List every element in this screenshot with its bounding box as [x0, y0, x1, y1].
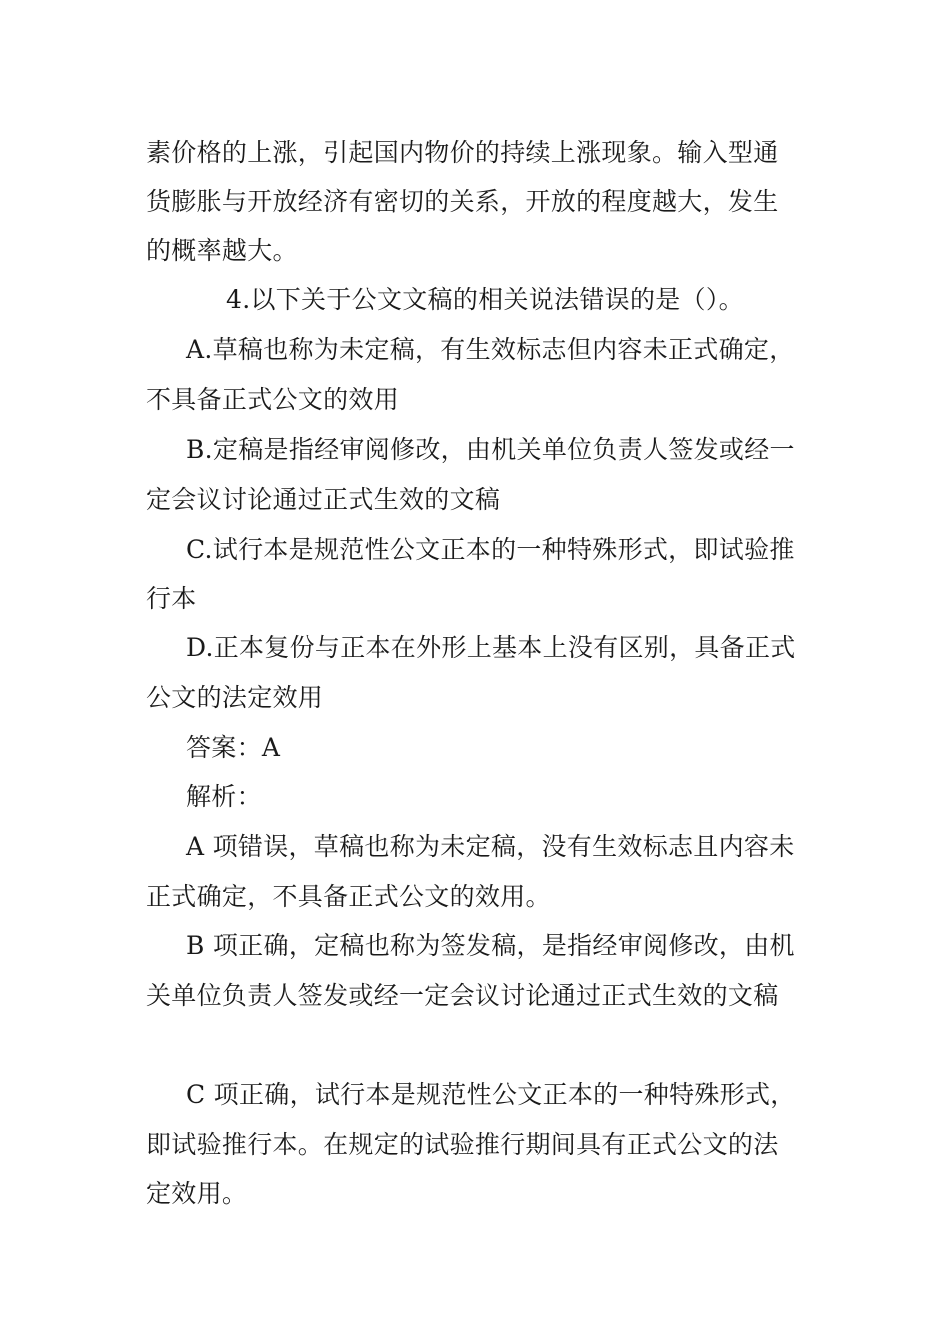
analysis-b-line-2: 关单位负责人签发或经一定会议讨论通过正式生效的文稿 [146, 981, 779, 1010]
analysis-b-line-1: B 项正确，定稿也称为签发稿，是指经审阅修改，由机 [186, 931, 795, 960]
analysis-c-line-2: 即试验推行本。在规定的试验推行期间具有正式公文的法 [146, 1130, 779, 1159]
analysis-a-line-1: A 项错误，草稿也称为未定稿，没有生效标志且内容未 [186, 832, 795, 861]
answer-line: 答案：A [186, 733, 281, 762]
analysis-label: 解析： [186, 782, 262, 811]
option-d-line-1: D.正本复份与正本在外形上基本上没有区别，具备正式 [186, 633, 796, 662]
intro-line-2: 货膨胀与开放经济有密切的关系，开放的程度越大，发生 [146, 187, 779, 216]
option-a-line-1: A.草稿也称为未定稿，有生效标志但内容未正式确定， [186, 335, 795, 364]
option-a-line-2: 不具备正式公文的效用 [146, 385, 400, 414]
analysis-c-line-3: 定效用。 [146, 1179, 248, 1208]
option-c-line-2: 行本 [146, 584, 197, 613]
intro-line-3: 的概率越大。 [146, 236, 298, 265]
option-b-line-1: B.定稿是指经审阅修改，由机关单位负责人签发或经一 [186, 435, 795, 464]
option-b-line-2: 定会议讨论通过正式生效的文稿 [146, 485, 501, 514]
analysis-a-line-2: 正式确定，不具备正式公文的效用。 [146, 882, 551, 911]
option-c-line-1: C.试行本是规范性公文正本的一种特殊形式，即试验推 [186, 535, 795, 564]
question-stem: 4.以下关于公文文稿的相关说法错误的是（）。 [226, 285, 744, 314]
intro-line-1: 素价格的上涨，引起国内物价的持续上涨现象。输入型通 [146, 138, 779, 167]
analysis-c-line-1: C 项正确，试行本是规范性公文正本的一种特殊形式， [186, 1080, 796, 1109]
option-d-line-2: 公文的法定效用 [146, 683, 324, 712]
